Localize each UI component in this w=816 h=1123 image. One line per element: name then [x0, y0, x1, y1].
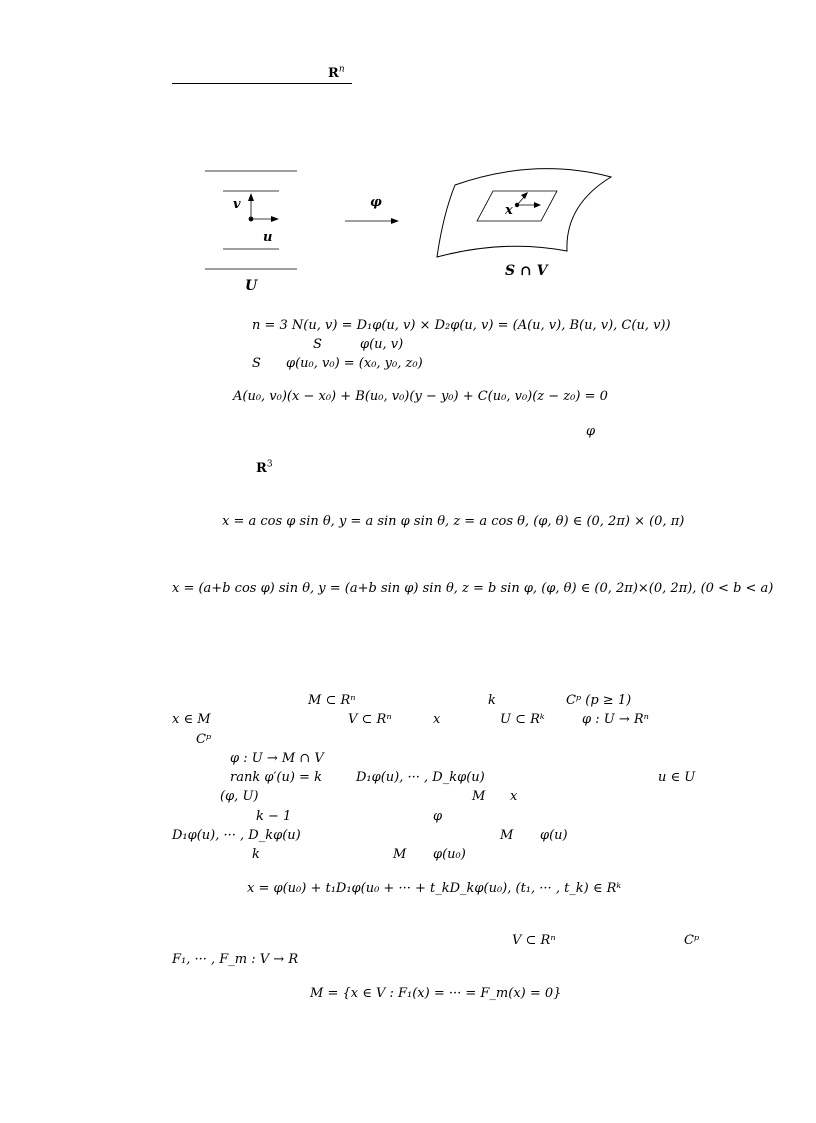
sphere-parametrization: x = a cos φ sin θ, y = a sin φ sin θ, z = a cos θ, (φ, θ) ∈ (0, 2π) × (0, π): [222, 514, 685, 529]
phi-uv: φ(u, v): [360, 337, 404, 352]
def-x-2: x: [510, 789, 518, 804]
r3-symbol: $R^3$: [256, 459, 273, 476]
def-k-minus-1: k − 1: [256, 809, 292, 824]
def-derivatives: D₁φ(u), ··· , D_kφ(u): [356, 770, 485, 785]
torus-parametrization: x = (a+b cos φ) sin θ, y = (a+b sin φ) sin θ, z = b sin φ, (φ, θ) ∈ (0, 2π)×(0, 2π), (0 < b < a): [172, 581, 774, 596]
domain-U-label: U: [245, 278, 258, 294]
def-x: x: [433, 712, 441, 727]
def-pair: (φ, U): [220, 789, 259, 804]
vector-u-label: u: [263, 230, 273, 245]
def-phi-onto: φ : U → M ∩ V: [230, 751, 324, 766]
def-u-in-U: u ∈ U: [658, 770, 696, 785]
def-phi-map: φ : U → Rⁿ: [582, 712, 649, 727]
header-rn: $R^n$: [328, 64, 345, 81]
def-Cp: Cᵖ: [196, 732, 212, 747]
def-derivatives-2: D₁φ(u), ··· , D_kφ(u): [172, 828, 301, 843]
normal-vector-formula: n = 3 N(u, v) = D₁φ(u, v) × D₂φ(u, v) = (A(u, v), B(u, v), C(u, v)): [252, 318, 671, 333]
def-U-subset: U ⊂ Rᵏ: [500, 712, 545, 727]
vector-v-label: v: [233, 197, 241, 212]
implicit-M-definition: M = {x ∈ V : F₁(x) = ··· = F_m(x) = 0}: [310, 986, 562, 1001]
implicit-Cp: Cᵖ: [684, 933, 700, 948]
def-M-subset: M ⊂ Rⁿ: [308, 693, 356, 708]
point-formula: φ(u₀, v₀) = (x₀, y₀, z₀): [286, 356, 423, 371]
def-phi-u0: φ(u₀): [433, 847, 466, 862]
def-k-2: k: [252, 847, 260, 862]
def-phi-2: φ: [433, 809, 443, 824]
implicit-V-subset: V ⊂ Rⁿ: [512, 933, 556, 948]
surface-label: S ∩ V: [505, 263, 548, 279]
def-rank: rank φ′(u) = k: [230, 770, 322, 785]
def-Cp-condition: Cᵖ (p ≥ 1): [566, 693, 632, 708]
phi-map-label: φ: [370, 195, 382, 210]
phi-symbol: φ: [586, 424, 596, 439]
surface-S: S: [313, 337, 322, 352]
def-M-2: M: [500, 828, 514, 843]
header-rule: [172, 83, 352, 84]
implicit-F-maps: F₁, ··· , F_m : V → R: [172, 952, 299, 967]
tangent-space-formula: x = φ(u₀) + t₁D₁φ(u₀ + ··· + t_kD_kφ(u₀), (t₁, ··· , t_k) ∈ Rᵏ: [247, 881, 622, 896]
def-x-in-M: x ∈ M: [172, 712, 211, 727]
surface-S-2: S: [252, 356, 261, 371]
def-V-subset: V ⊂ Rⁿ: [348, 712, 392, 727]
tangent-plane-equation: A(u₀, v₀)(x − x₀) + B(u₀, v₀)(y − y₀) + C(u₀, v₀)(z − z₀) = 0: [233, 389, 608, 404]
def-phi-u: φ(u): [540, 828, 568, 843]
def-M-3: M: [393, 847, 407, 862]
point-x-label: x: [505, 203, 513, 218]
def-k: k: [488, 693, 496, 708]
def-M: M: [472, 789, 486, 804]
